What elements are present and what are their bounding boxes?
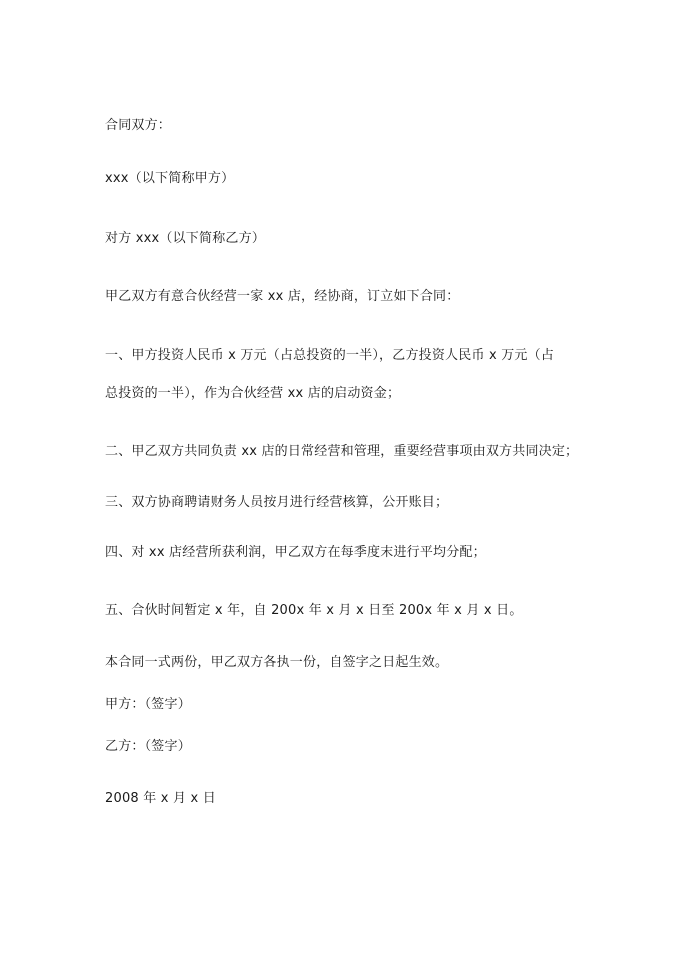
parties-heading: 合同双方： xyxy=(105,118,172,133)
signature-party-b: 乙方：（签字） xyxy=(105,739,191,754)
effect-paragraph: 本合同一式两份，甲乙双方各执一份，自签字之日起生效。 xyxy=(105,655,449,670)
clause-3: 三、双方协商聘请财务人员按月进行经营核算，公开账目； xyxy=(105,495,449,510)
clause-4: 四、对 xx 店经营所获利润，甲乙双方在每季度末进行平均分配； xyxy=(105,545,486,560)
party-a: xxx（以下简称甲方） xyxy=(105,171,235,186)
clause-2: 二、甲乙双方共同负责 xx 店的日常经营和管理，重要经营事项由双方共同决定； xyxy=(105,444,579,459)
clause-1-line-1: 一、甲方投资人民币 x 万元（占总投资的一半），乙方投资人民币 x 万元（占 xyxy=(105,348,555,363)
party-b: 对方 xxx（以下简称乙方） xyxy=(105,231,266,246)
clause-5: 五、合伙时间暂定 x 年，自 200x 年 x 月 x 日至 200x 年 x 月 x 日。 xyxy=(105,603,523,618)
clause-1-line-2: 总投资的一半），作为合伙经营 xx 店的启动资金； xyxy=(105,386,401,401)
signature-party-a: 甲方：（签字） xyxy=(105,697,191,712)
intro-paragraph: 甲乙双方有意合伙经营一家 xx 店，经协商，订立如下合同： xyxy=(105,289,460,304)
contract-date: 2008 年 x 月 x 日 xyxy=(105,791,216,806)
